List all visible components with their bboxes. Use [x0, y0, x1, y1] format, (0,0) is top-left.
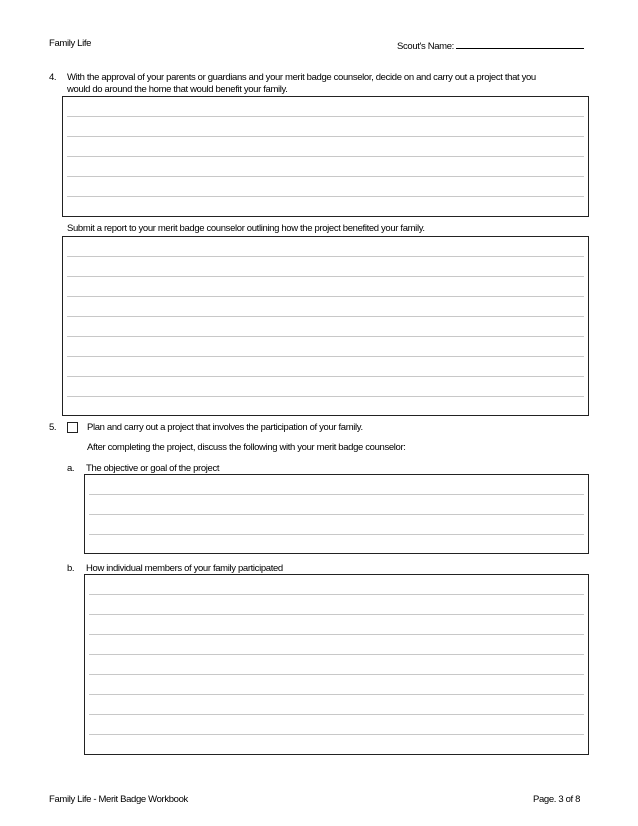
ruled-line — [67, 276, 584, 277]
ruled-line — [89, 674, 584, 675]
ruled-line — [89, 654, 584, 655]
ruled-line — [67, 376, 584, 377]
ruled-line — [67, 336, 584, 337]
q4-report-prompt: Submit a report to your merit badge counselor outlining how the project benefited your family. — [67, 223, 425, 234]
ruled-line — [89, 594, 584, 595]
ruled-line — [89, 734, 584, 735]
q5-instruction: After completing the project, discuss the following with your merit badge counselor: — [87, 442, 406, 453]
q5b-text: How individual members of your family participated — [86, 563, 283, 574]
page-number: Page. 3 of 8 — [533, 794, 581, 805]
q5b-letter: b. — [67, 563, 75, 574]
ruled-line — [67, 176, 584, 177]
footer-title: Family Life - Merit Badge Workbook — [49, 794, 188, 805]
ruled-line — [89, 694, 584, 695]
ruled-line — [67, 356, 584, 357]
ruled-line — [67, 156, 584, 157]
q5-checkbox[interactable] — [67, 422, 78, 433]
ruled-line — [89, 634, 584, 635]
ruled-line — [89, 514, 584, 515]
q5b-answer-box[interactable] — [84, 574, 589, 755]
ruled-line — [67, 116, 584, 117]
q5a-answer-box[interactable] — [84, 474, 589, 554]
ruled-line — [89, 534, 584, 535]
ruled-line — [67, 396, 584, 397]
ruled-line — [67, 256, 584, 257]
ruled-line — [67, 296, 584, 297]
q5a-letter: a. — [67, 463, 75, 474]
ruled-line — [89, 494, 584, 495]
q5-text: Plan and carry out a project that involves the participation of your family. — [87, 422, 363, 433]
scout-name-field[interactable] — [397, 38, 584, 52]
q4-text-line2: would do around the home that would benefit your family. — [67, 84, 288, 95]
scout-name-input[interactable] — [456, 38, 584, 49]
ruled-line — [89, 714, 584, 715]
header-title: Family Life — [49, 38, 92, 49]
ruled-line — [67, 196, 584, 197]
ruled-line — [67, 136, 584, 137]
q5a-text: The objective or goal of the project — [86, 463, 220, 474]
q4-number: 4. — [49, 72, 57, 83]
scout-name-label: Scout's Name: — [397, 41, 457, 52]
ruled-line — [89, 614, 584, 615]
q5-number: 5. — [49, 422, 57, 433]
q4-answer-box[interactable] — [62, 96, 589, 217]
q4-text-line1: With the approval of your parents or guardians and your merit badge counselor, decide on and carry out a project that you — [67, 72, 536, 83]
ruled-line — [67, 316, 584, 317]
q4-report-box[interactable] — [62, 236, 589, 416]
